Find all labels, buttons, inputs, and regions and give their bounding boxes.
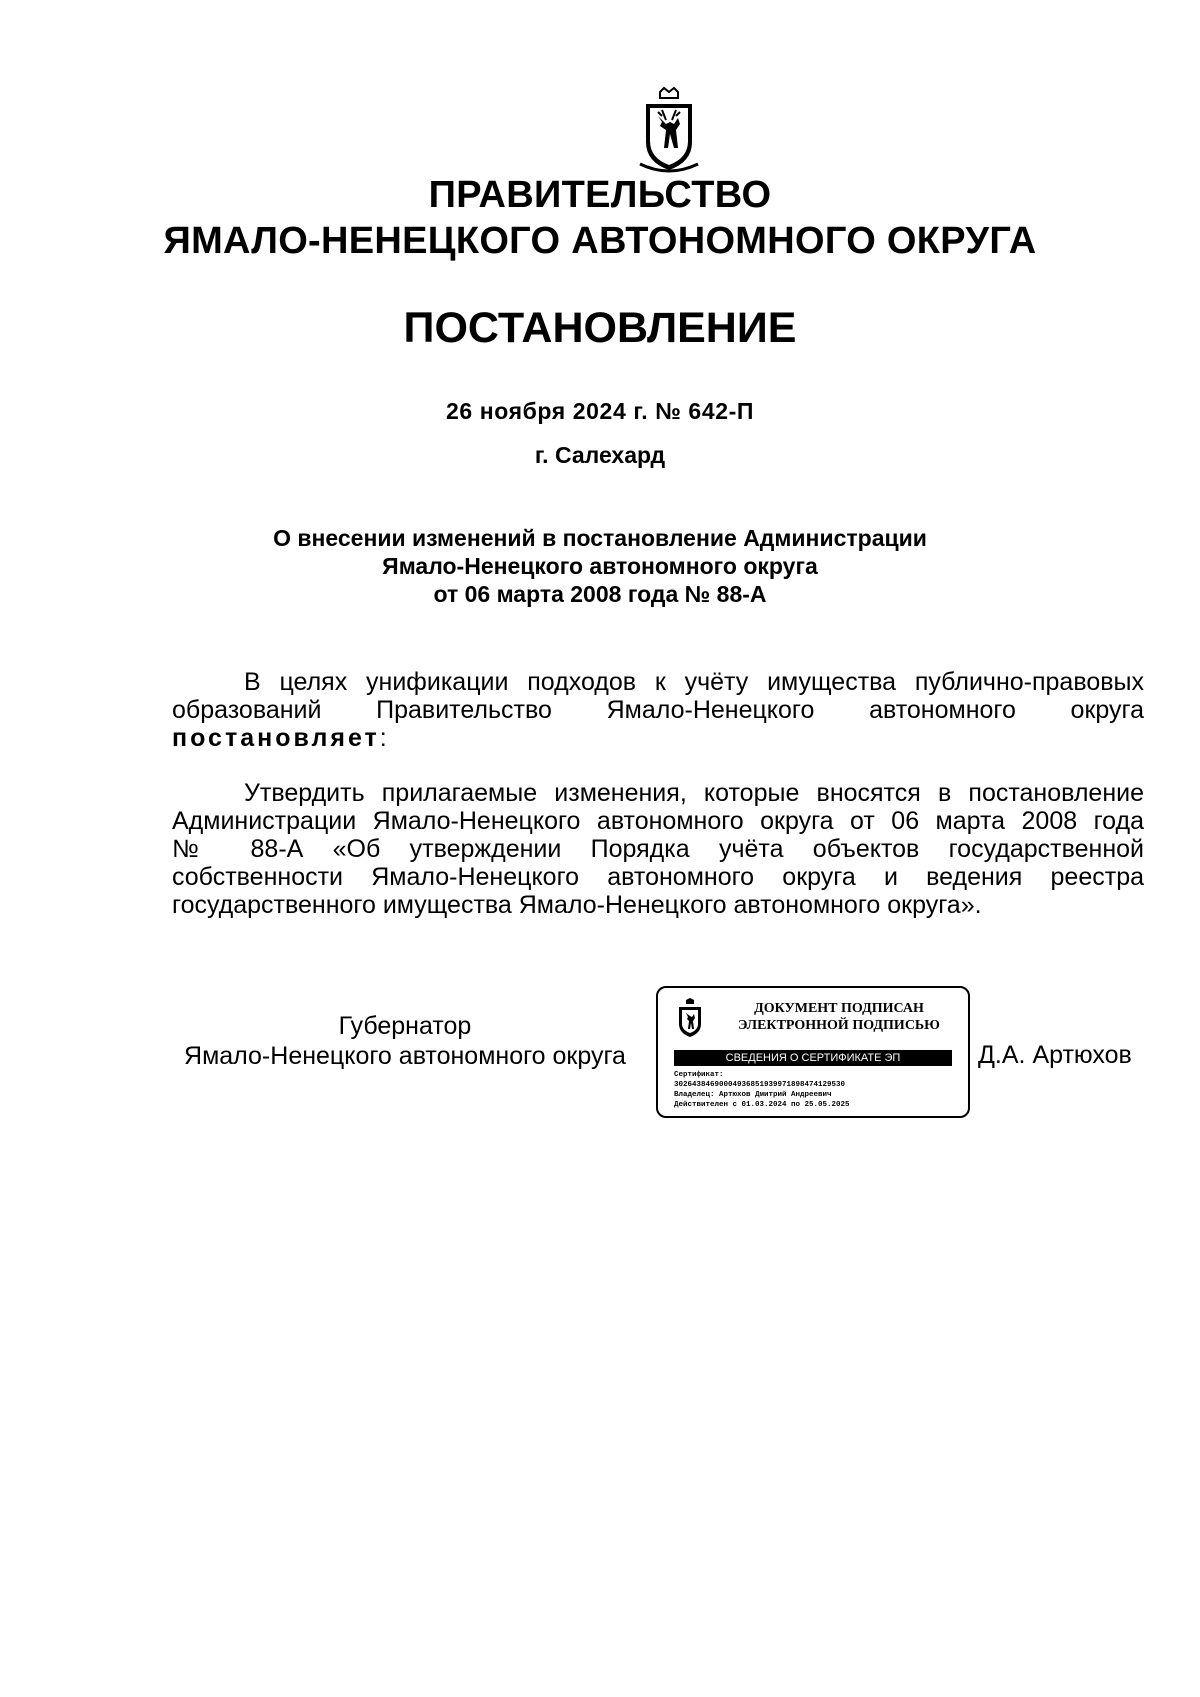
operative-line-5: государственного имущества Ямало-Ненецкого автономного округа». [172,891,982,919]
operative-line-4: собственности Ямало-Ненецкого автономного округа и ведения реестра [172,863,1144,891]
document-city: г. Салехард [534,442,666,468]
stamp-certificate-info [674,1070,964,1110]
document-date-number: 26 ноября 2024 г. № 642-П [445,398,754,424]
preamble-line-3 [172,724,1144,752]
preamble-paragraph [172,668,1144,752]
resolves-colon: : [379,724,387,752]
stamp-owner: Владелец: Артюхов Дмитрий Андреевич [674,1091,832,1099]
signatory-title-line-2: Ямало-Ненецкого автономного округа [184,1042,626,1070]
operative-line-2: Администрации Ямало-Ненецкого автономного округа от 06 марта 2008 года [172,807,1144,835]
stamp-heading-line-2: ЭЛЕКТРОННОЙ ПОДПИСЬЮ [738,1018,940,1033]
stamp-cert-label: Сертификат: [674,1071,724,1079]
stamp-cert-value: 30264384690004936851939971898474129530 [674,1081,846,1089]
stamp-coat-of-arms-icon [676,998,704,1038]
document-type: ПОСТАНОВЛЕНИЕ [403,304,797,352]
preamble-line-2: образований Правительство Ямало-Ненецкого автономного округа [172,696,1144,724]
signatory-name: Д.А. Артюхов [978,1041,1132,1069]
organization-line-1: ПРАВИТЕЛЬСТВО [428,174,772,216]
preamble-line-1: В целях унификации подходов к учёту имущества публично-правовых [244,668,1144,696]
stamp-heading [714,1000,964,1034]
subject-line-2: Ямало-Ненецкого автономного округа [382,553,818,579]
document-subject [200,524,1000,608]
resolves-word: постановляет [172,724,380,752]
signatory-title [172,1011,638,1071]
subject-line-1: О внесении изменений в постановление Администрации [273,525,927,551]
operative-line-1: Утвердить прилагаемые изменения, которые вносятся в постановление [244,779,1144,807]
stamp-heading-line-1: ДОКУМЕНТ ПОДПИСАН [754,1001,924,1016]
organization-title [150,172,1050,264]
operative-paragraph [172,779,1144,919]
subject-line-3: от 06 марта 2008 года № 88-А [433,581,767,607]
stamp-certificate-bar: СВЕДЕНИЯ О СЕРТИФИКАТЕ ЭП [674,1050,952,1066]
signatory-title-line-1: Губернатор [338,1012,472,1040]
organization-line-2: ЯМАЛО-НЕНЕЦКОГО АВТОНОМНОГО ОКРУГА [163,220,1037,262]
operative-line-3: № 88-А «Об утверждении Порядка учёта объектов государственной [172,835,1144,863]
stamp-validity: Действителен с 01.03.2024 по 25.05.2025 [674,1101,850,1109]
coat-of-arms-icon [636,86,702,176]
electronic-signature-stamp [656,986,970,1118]
